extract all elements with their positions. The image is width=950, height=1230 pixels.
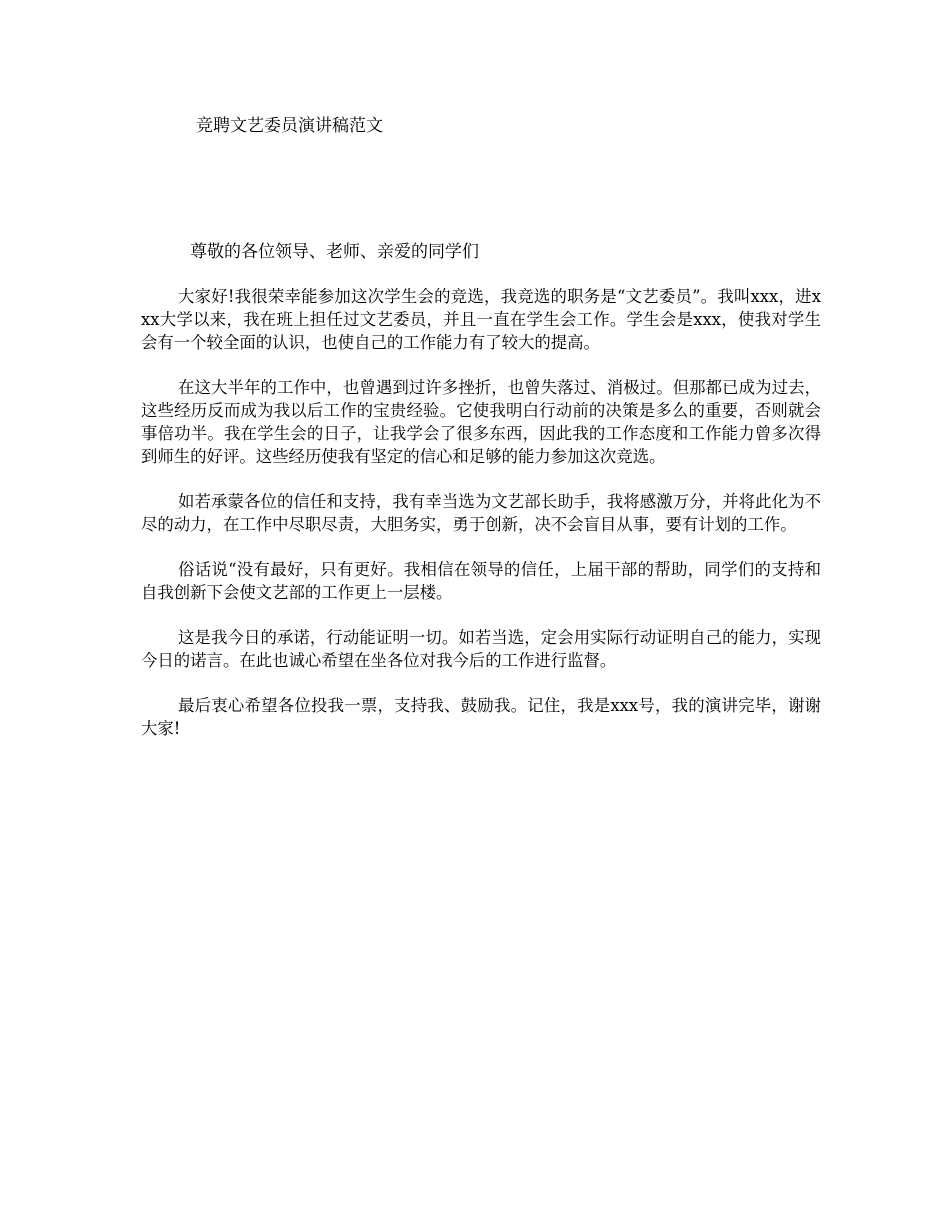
paragraph-commitment: 如若承蒙各位的信任和支持，我有幸当选为文艺部长助手，我将感激万分，并将此化为不尽的动力，在工作中尽职尽责，大胆务实，勇于创新，决不会盲目从事，要有计划的工作。 [141, 492, 821, 534]
paragraph-experience: 在这大半年的工作中，也曾遇到过许多挫折，也曾失落过、消极过。但那都已成为过去，这些经历反而成为我以后工作的宝贵经验。它使我明白行动前的决策是多么的重要，否则就会事倍功半。我在学生会的日子，让我学会了很多东西，因此我的工作态度和工作能力曾多次得到师生的好评。这些经历使我有坚定的信心和足够的能力参加这次竞选。 [141, 378, 821, 466]
paragraph-greeting: 大家好!我很荣幸能参加这次学生会的竞选，我竞选的职务是“文艺委员”。我叫xxx，进xxx大学以来，我在班上担任过文艺委员，并且一直在学生会工作。学生会是xxx，使我对学生会有一个较全面的认识，也使自己的工作能力有了较大的提高。 [141, 287, 821, 352]
document-title: 竞聘文艺委员演讲稿范文 [196, 116, 383, 136]
paragraph-closing: 最后衷心希望各位投我一票，支持我、鼓励我。记住，我是xxx号，我的演讲完毕，谢谢大家! [141, 696, 821, 738]
document-body [141, 285, 821, 762]
paragraph-promise: 这是我今日的承诺，行动能证明一切。如若当选，定会用实际行动证明自己的能力，实现今日的诺言。在此也诚心希望在坐各位对我今后的工作进行监督。 [141, 628, 821, 670]
salutation: 尊敬的各位领导、老师、亲爱的同学们 [190, 242, 479, 262]
paragraph-proverb: 俗话说“没有最好，只有更好。我相信在领导的信任，上届干部的帮助，同学们的支持和自我创新下会使文艺部的工作更上一层楼。 [141, 560, 821, 602]
